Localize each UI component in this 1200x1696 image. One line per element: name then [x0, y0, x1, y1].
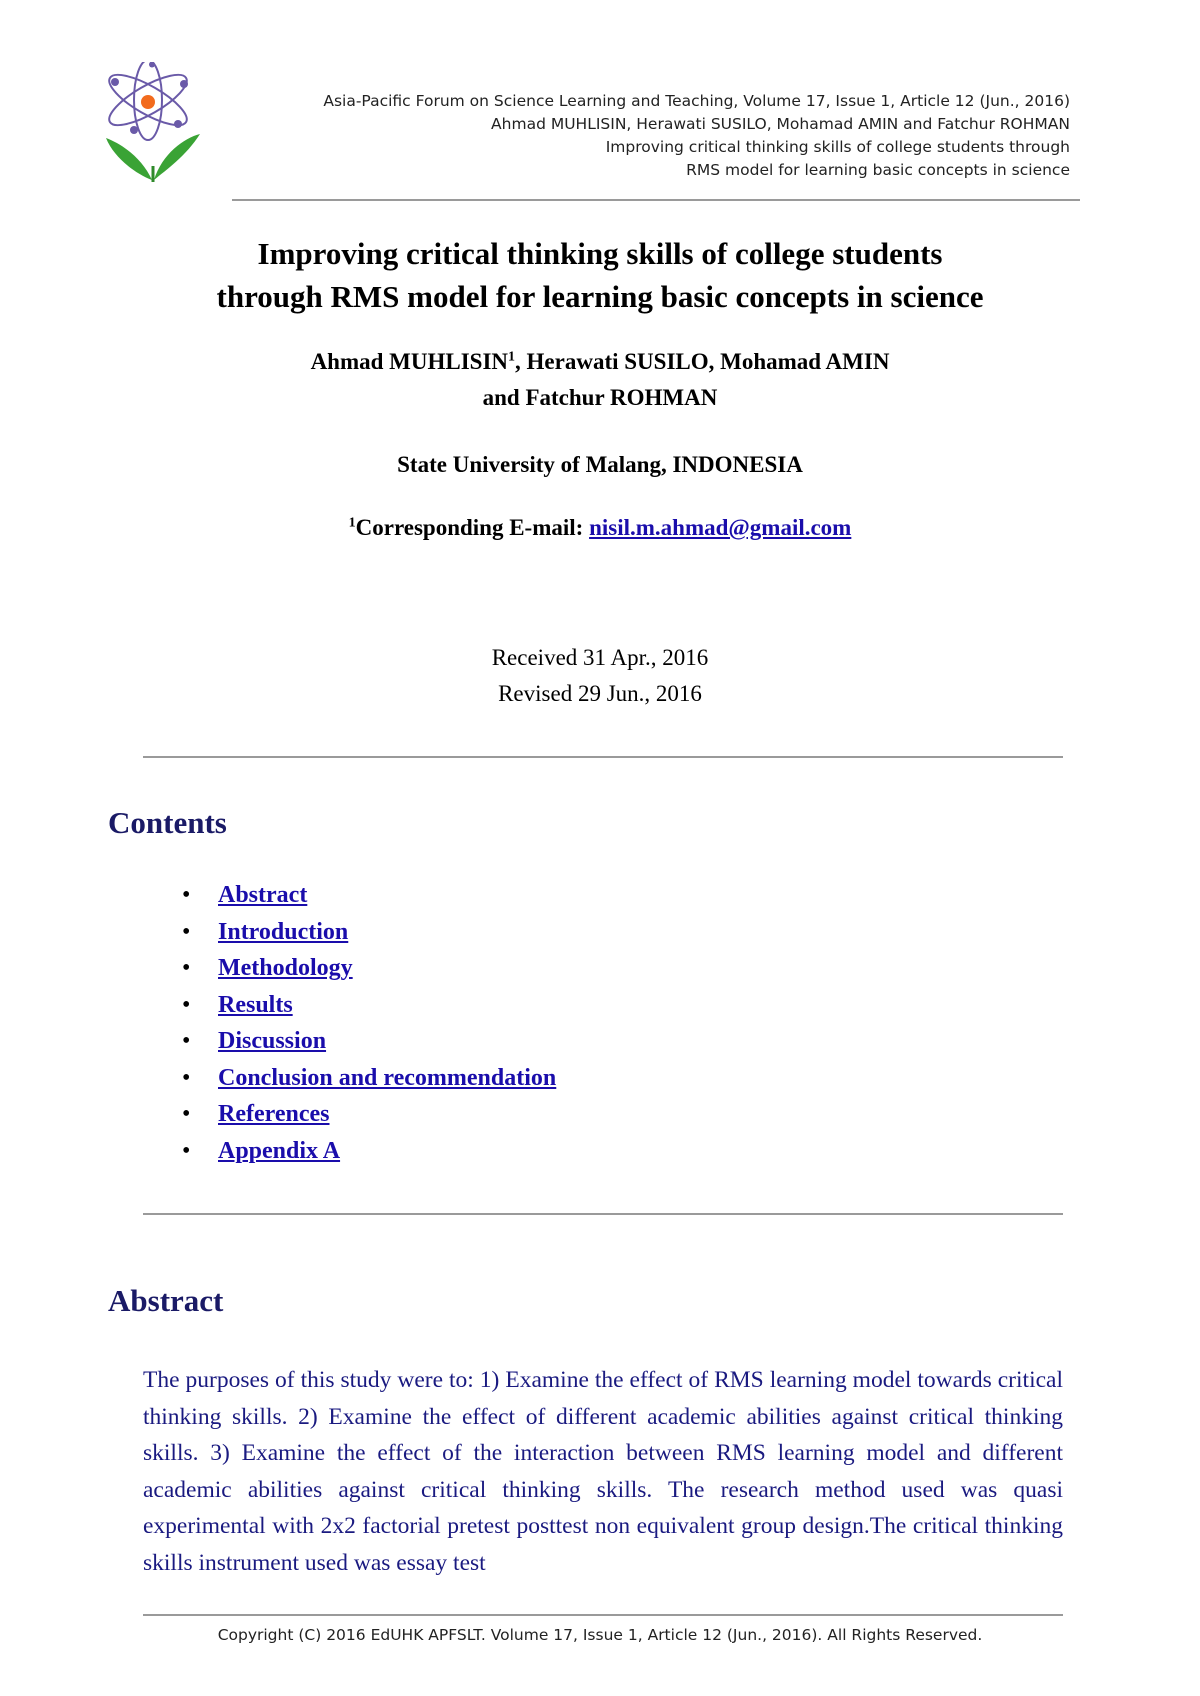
section-divider-1 — [143, 756, 1063, 758]
toc-item — [178, 1096, 556, 1133]
running-header — [210, 90, 1070, 182]
paper-title — [100, 232, 1100, 318]
toc-link-introduction[interactable]: Introduction — [218, 918, 349, 945]
author-first-superscript: 1 — [508, 349, 516, 365]
header-title-line-1: Improving critical thinking skills of college students through — [605, 138, 1070, 156]
toc-link-results[interactable]: Results — [218, 991, 293, 1018]
email-link[interactable]: nisil.m.ahmad@gmail.com — [589, 515, 852, 540]
correspondence-superscript: 1 — [348, 515, 356, 531]
abstract-text: The purposes of this study were to: 1) Examine the effect of RMS learning model towards critical thinking skills. 2) Examine the effect of different academic abilities against critical thinking skills. 3) Examine the effect of the interaction between RMS learning model and different academic abilities against critical thinking skills. The research method used was quasi experimental with 2x2 factorial pretest posttest non equivalent group design.The critical thinking skills instrument used was essay test — [143, 1367, 1063, 1576]
table-of-contents — [178, 877, 556, 1169]
toc-item — [178, 914, 556, 951]
author-first: Ahmad MUHLISIN — [310, 349, 509, 374]
atom-plant-logo-icon — [100, 62, 210, 190]
footer-divider — [143, 1614, 1063, 1616]
toc-link-conclusion[interactable]: Conclusion and recommendation — [218, 1064, 557, 1091]
copyright-footer: Copyright (C) 2016 EdUHK APFSLT. Volume 17, Issue 1, Article 12 (Jun., 2016). All Rights Reserved. — [217, 1626, 983, 1644]
correspondence-label: Corresponding E-mail: — [355, 515, 590, 540]
toc-link-references[interactable]: References — [218, 1101, 330, 1127]
toc-link-appendix-a[interactable]: Appendix A — [218, 1137, 341, 1164]
received-date: Received 31 Apr., 2016 — [491, 645, 709, 670]
header-divider — [232, 199, 1080, 201]
header-authors-line: Ahmad MUHLISIN, Herawati SUSILO, Mohamad AMIN and Fatchur ROHMAN — [491, 115, 1070, 133]
abstract-heading: Abstract — [108, 1283, 224, 1318]
header-title-line-2: RMS model for learning basic concepts in science — [686, 161, 1070, 179]
authors-line-2: and Fatchur ROHMAN — [482, 385, 718, 410]
dates — [100, 640, 1100, 712]
toc-item — [178, 950, 556, 987]
correspondence — [100, 512, 1100, 544]
revised-date: Revised 29 Jun., 2016 — [498, 681, 702, 706]
section-divider-2 — [143, 1213, 1063, 1215]
authors-rest: , Herawati SUSILO, Mohamad AMIN — [515, 349, 890, 374]
header-journal-line: Asia-Pacific Forum on Science Learning and Teaching, Volume 17, Issue 1, Article 12 (Jun., 2016) — [323, 92, 1070, 110]
author-list — [100, 344, 1100, 416]
title-line-2: through RMS model for learning basic concepts in science — [216, 279, 984, 314]
toc-item — [178, 1060, 556, 1097]
toc-item — [178, 1133, 556, 1170]
contents-heading: Contents — [108, 805, 227, 840]
toc-item — [178, 1023, 556, 1060]
toc-link-discussion[interactable]: Discussion — [218, 1028, 327, 1054]
toc-link-methodology[interactable]: Methodology — [218, 955, 353, 981]
toc-link-abstract[interactable]: Abstract — [218, 882, 308, 908]
toc-item — [178, 987, 556, 1024]
toc-item — [178, 877, 556, 914]
affiliation: State University of Malang, INDONESIA — [397, 452, 803, 477]
title-line-1: Improving critical thinking skills of college students — [257, 236, 943, 271]
